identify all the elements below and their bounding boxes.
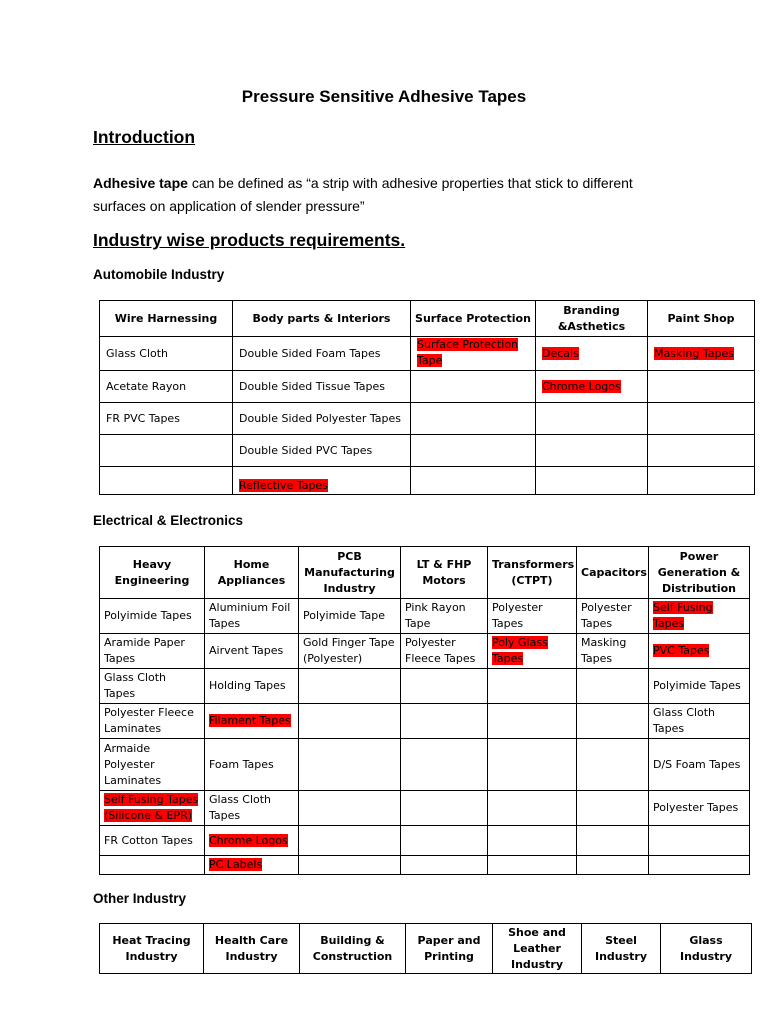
table-cell xyxy=(648,435,755,467)
highlighted-text: Surface Protection Tape xyxy=(417,338,519,367)
highlighted-text: Reflective Tapes xyxy=(239,479,328,492)
table-cell: Acetate Rayon xyxy=(100,371,233,403)
header-health-care: Health Care Industry xyxy=(204,924,300,974)
electrical-header-row xyxy=(100,547,750,599)
table-cell: Foam Tapes xyxy=(205,739,299,791)
table-cell xyxy=(100,435,233,467)
table-cell xyxy=(488,791,577,826)
table-cell xyxy=(536,435,648,467)
table-row xyxy=(100,599,750,634)
table-row xyxy=(100,371,755,403)
table-cell: Armaide Polyester Laminates xyxy=(100,739,205,791)
automobile-heading: Automobile Industry xyxy=(93,267,225,282)
introduction-heading: Introduction xyxy=(93,127,196,147)
table-cell xyxy=(401,826,488,856)
table-row xyxy=(100,467,755,495)
table-cell xyxy=(488,856,577,875)
table-cell xyxy=(648,403,755,435)
header-power-generation: Power Generation & Distribution xyxy=(649,547,750,599)
header-building-construction: Building & Construction xyxy=(300,924,406,974)
term-adhesive-tape: Adhesive tape xyxy=(93,175,188,191)
header-steel: Steel Industry xyxy=(582,924,661,974)
table-cell xyxy=(205,856,299,875)
highlighted-text: Filament Tapes xyxy=(209,714,291,727)
table-cell xyxy=(577,826,649,856)
table-cell xyxy=(299,704,401,739)
table-cell: FR Cotton Tapes xyxy=(100,826,205,856)
table-cell xyxy=(411,403,536,435)
table-cell: Polyester Fleece Laminates xyxy=(100,704,205,739)
table-cell: Pink Rayon Tape xyxy=(401,599,488,634)
table-cell xyxy=(536,467,648,495)
header-wire-harnessing: Wire Harnessing xyxy=(100,301,233,337)
table-cell: Polyester Tapes xyxy=(488,599,577,634)
table-cell: Polyester Fleece Tapes xyxy=(401,634,488,669)
table-row xyxy=(100,826,750,856)
table-cell xyxy=(411,435,536,467)
other-header-row xyxy=(100,924,752,974)
table-cell xyxy=(401,856,488,875)
table-cell xyxy=(648,337,755,371)
header-body-parts: Body parts & Interiors xyxy=(233,301,411,337)
table-cell xyxy=(577,669,649,704)
table-row xyxy=(100,337,755,371)
table-cell xyxy=(577,856,649,875)
table-cell xyxy=(205,826,299,856)
table-cell xyxy=(401,669,488,704)
highlighted-text: PC Labels xyxy=(209,858,263,871)
intro-text-line1: can be defined as “a strip with adhesive properties that stick to different xyxy=(187,175,633,191)
header-transformers: Transformers (CTPT) xyxy=(488,547,577,599)
table-cell xyxy=(536,403,648,435)
other-industry-table xyxy=(99,923,752,974)
highlighted-text: Poly Glass Tapes xyxy=(492,636,548,665)
table-cell xyxy=(488,739,577,791)
table-cell: Polyimide Tapes xyxy=(649,669,750,704)
automobile-table xyxy=(99,300,755,495)
other-heading: Other Industry xyxy=(93,891,187,906)
table-cell xyxy=(648,467,755,495)
table-cell: Aluminium Foil Tapes xyxy=(205,599,299,634)
table-cell: Double Sided Polyester Tapes xyxy=(233,403,411,435)
table-cell xyxy=(100,791,205,826)
header-shoe-leather: Shoe and Leather Industry xyxy=(493,924,582,974)
header-capacitors: Capacitors xyxy=(577,547,649,599)
table-row xyxy=(100,669,750,704)
table-cell xyxy=(401,739,488,791)
highlighted-text: PVC Tapes xyxy=(653,644,710,657)
header-glass: Glass Industry xyxy=(661,924,752,974)
header-branding-text: Branding &Asthetics xyxy=(557,303,626,333)
automobile-header-row xyxy=(100,301,755,337)
table-cell xyxy=(488,826,577,856)
table-row xyxy=(100,435,755,467)
table-cell xyxy=(649,856,750,875)
industry-heading: Industry wise products requirements. xyxy=(93,230,406,250)
table-cell: D/S Foam Tapes xyxy=(649,739,750,791)
table-cell xyxy=(401,791,488,826)
table-cell: Aramide Paper Tapes xyxy=(100,634,205,669)
table-cell xyxy=(411,467,536,495)
table-cell xyxy=(299,739,401,791)
intro-text-line2: surfaces on application of slender pressure” xyxy=(93,198,365,214)
table-cell xyxy=(299,856,401,875)
table-cell xyxy=(488,669,577,704)
table-cell xyxy=(648,371,755,403)
table-cell: Glass Cloth xyxy=(100,337,233,371)
table-cell xyxy=(100,856,205,875)
table-cell: Double Sided PVC Tapes xyxy=(233,435,411,467)
highlighted-text: Masking Tapes xyxy=(654,346,734,360)
highlighted-text: Chrome Logos xyxy=(542,379,621,393)
table-cell: Polyimide Tape xyxy=(299,599,401,634)
table-cell: Airvent Tapes xyxy=(205,634,299,669)
table-cell: Glass Cloth Tapes xyxy=(100,669,205,704)
table-cell xyxy=(401,704,488,739)
table-row xyxy=(100,739,750,791)
table-cell xyxy=(649,634,750,669)
highlighted-text: Chrome Logos xyxy=(209,833,288,847)
electrical-heading: Electrical & Electronics xyxy=(93,513,244,528)
table-cell xyxy=(488,634,577,669)
header-home-appliances: Home Appliances xyxy=(205,547,299,599)
table-cell xyxy=(577,739,649,791)
table-cell: Polyester Tapes xyxy=(649,791,750,826)
table-cell xyxy=(411,337,536,371)
table-cell xyxy=(649,826,750,856)
page-title: Pressure Sensitive Adhesive Tapes xyxy=(241,87,527,106)
table-cell: Glass Cloth Tapes xyxy=(649,704,750,739)
table-row xyxy=(100,634,750,669)
table-cell: Double Sided Tissue Tapes xyxy=(233,371,411,403)
header-surface-protection: Surface Protection xyxy=(411,301,536,337)
table-cell xyxy=(205,704,299,739)
table-cell xyxy=(299,669,401,704)
table-cell: Holding Tapes xyxy=(205,669,299,704)
highlighted-text: Self Fusing Tapes xyxy=(653,601,713,630)
table-row xyxy=(100,791,750,826)
header-lt-fhp-motors: LT & FHP Motors xyxy=(401,547,488,599)
electrical-table xyxy=(99,546,750,875)
header-branding xyxy=(536,301,648,337)
highlighted-text: Decals xyxy=(542,346,579,360)
table-row xyxy=(100,403,755,435)
table-cell xyxy=(299,826,401,856)
table-cell xyxy=(536,371,648,403)
table-cell xyxy=(233,467,411,495)
header-heavy-engineering: Heavy Engineering xyxy=(100,547,205,599)
table-row xyxy=(100,704,750,739)
header-heat-tracing: Heat Tracing Industry xyxy=(100,924,204,974)
table-cell xyxy=(536,337,648,371)
table-cell xyxy=(411,371,536,403)
table-cell xyxy=(577,704,649,739)
table-row xyxy=(100,856,750,875)
header-paint-shop: Paint Shop xyxy=(648,301,755,337)
table-cell: FR PVC Tapes xyxy=(100,403,233,435)
table-cell: Polyester Tapes xyxy=(577,599,649,634)
introduction-paragraph xyxy=(93,172,693,218)
table-cell xyxy=(100,467,233,495)
table-cell: Double Sided Foam Tapes xyxy=(233,337,411,371)
table-cell xyxy=(649,599,750,634)
highlighted-text: Self Fusing Tapes (Silicone & EPR) xyxy=(104,793,199,822)
table-cell: Gold Finger Tape (Polyester) xyxy=(299,634,401,669)
table-cell xyxy=(299,791,401,826)
table-cell xyxy=(488,704,577,739)
header-paper-printing: Paper and Printing xyxy=(406,924,493,974)
table-cell xyxy=(577,791,649,826)
table-cell: Masking Tapes xyxy=(577,634,649,669)
header-pcb-manufacturing: PCB Manufacturing Industry xyxy=(299,547,401,599)
table-cell: Glass Cloth Tapes xyxy=(205,791,299,826)
table-cell: Polyimide Tapes xyxy=(100,599,205,634)
